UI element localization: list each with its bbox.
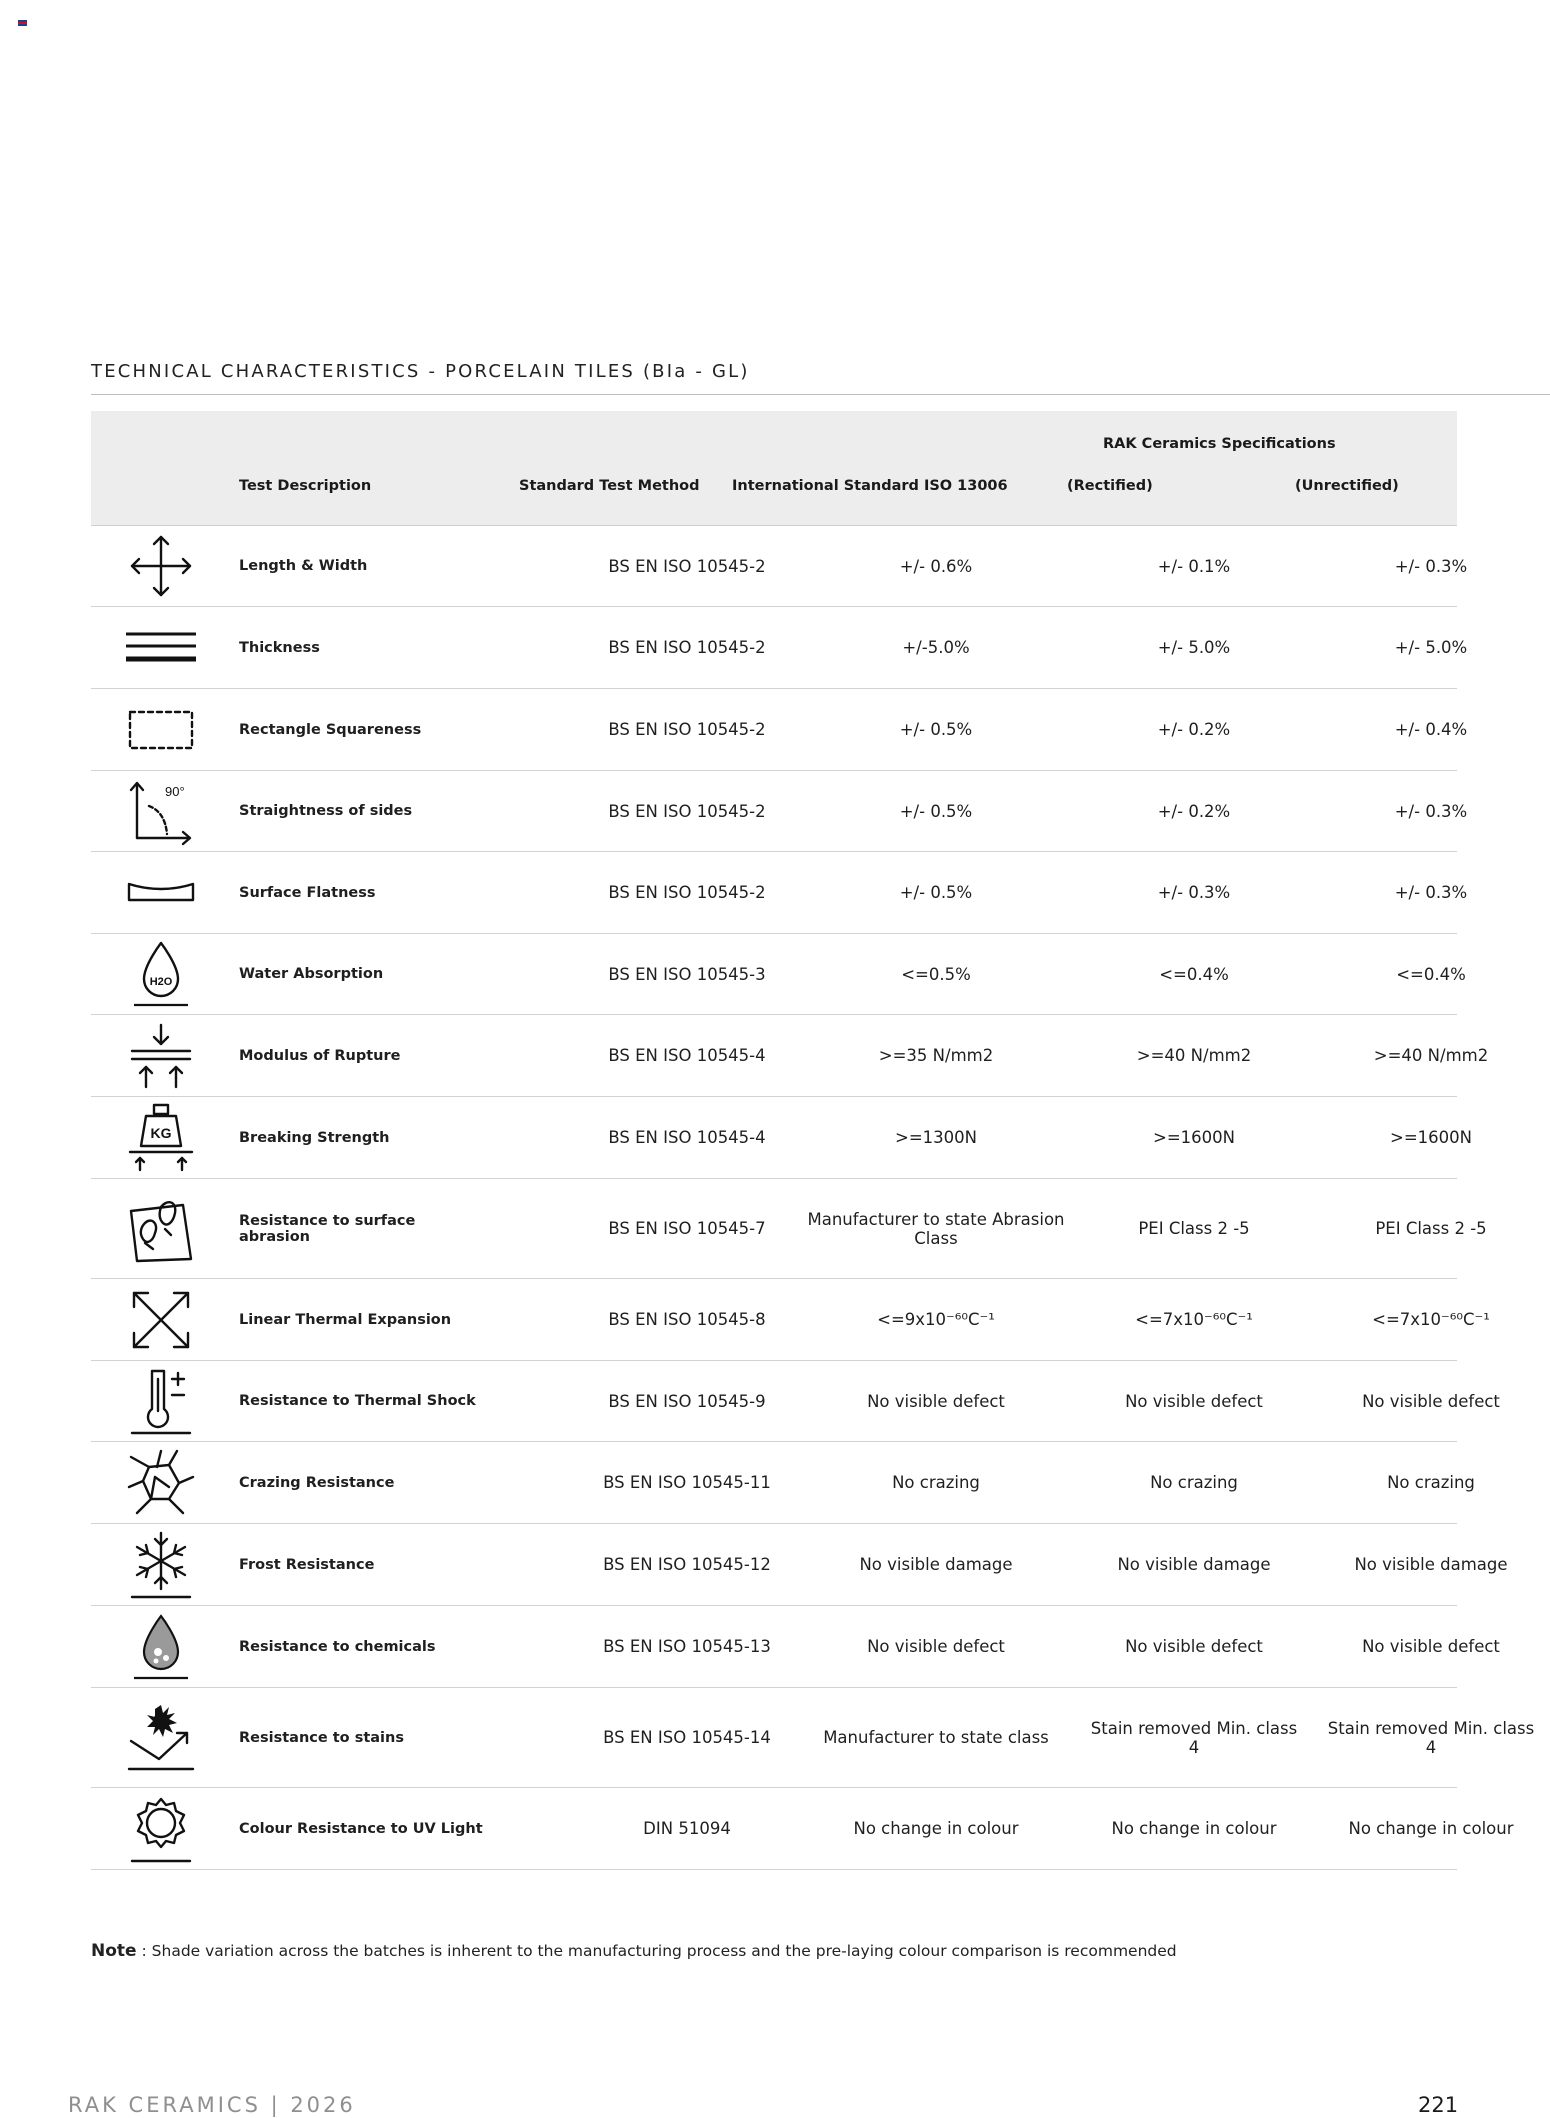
cell-test-description: Modulus of Rupture bbox=[239, 1047, 401, 1064]
table-row bbox=[91, 934, 1466, 1015]
icon-label: 90° bbox=[165, 784, 185, 799]
cell-iso-13006: <=9x10⁻⁶⁰C⁻¹ bbox=[877, 1310, 995, 1329]
cell-rectified: Stain removed Min. class 4 bbox=[1090, 1718, 1298, 1757]
cell-rectified: <=0.4% bbox=[1159, 964, 1229, 984]
cell-test-description: Straightness of sides bbox=[239, 803, 413, 819]
arrows-cross-icon bbox=[91, 526, 231, 606]
cell-rectified: +/- 0.2% bbox=[1157, 720, 1231, 739]
cell-unrectified: Stain removed Min. class 4 bbox=[1327, 1718, 1535, 1757]
cell-test-description: Resistance to Thermal Shock bbox=[239, 1393, 476, 1409]
cell-iso-13006: No visible damage bbox=[859, 1555, 1013, 1574]
expansion-arrows-icon bbox=[91, 1279, 231, 1360]
cell-iso-13006: No visible defect bbox=[867, 1391, 1005, 1411]
chemical-drop-icon bbox=[91, 1606, 231, 1687]
cell-unrectified: No visible damage bbox=[1354, 1555, 1508, 1574]
note-text: : Shade variation across the batches is inherent to the manufacturing process and the pre-laying colour comparison is recommended bbox=[136, 1942, 1177, 1960]
water-drop-icon bbox=[91, 934, 231, 1014]
header-test-description: Test Description bbox=[239, 478, 372, 494]
cell-rectified: No visible defect bbox=[1125, 1391, 1263, 1411]
dashed-rectangle-icon bbox=[91, 689, 231, 770]
cell-iso-13006: >=35 N/mm2 bbox=[878, 1046, 994, 1065]
cell-standard-test-method: BS EN ISO 10545-3 bbox=[608, 964, 766, 984]
cell-rectified: >=40 N/mm2 bbox=[1136, 1046, 1252, 1065]
cell-iso-13006: +/- 0.5% bbox=[899, 883, 973, 902]
cell-unrectified: No crazing bbox=[1387, 1473, 1475, 1492]
curved-surface-icon bbox=[91, 852, 231, 933]
table-row bbox=[91, 689, 1468, 771]
cell-rectified: No visible damage bbox=[1117, 1555, 1271, 1574]
cell-unrectified: +/- 0.3% bbox=[1394, 556, 1468, 576]
group-header-rak-specifications: RAK Ceramics Specifications bbox=[1103, 436, 1336, 452]
cell-rectified: +/- 5.0% bbox=[1157, 638, 1231, 657]
cell-iso-13006: Manufacturer to state Abrasion Class bbox=[807, 1209, 1065, 1248]
cell-standard-test-method: BS EN ISO 10545-2 bbox=[608, 638, 766, 657]
cell-standard-test-method: BS EN ISO 10545-8 bbox=[608, 1310, 766, 1329]
cell-rectified: +/- 0.1% bbox=[1157, 556, 1231, 576]
cell-standard-test-method: BS EN ISO 10545-2 bbox=[608, 556, 766, 576]
cell-standard-test-method: BS EN ISO 10545-14 bbox=[603, 1728, 771, 1747]
table-row bbox=[91, 607, 1468, 689]
cell-test-description: Water Absorption bbox=[239, 966, 384, 982]
table-row bbox=[91, 852, 1468, 934]
cell-unrectified: <=0.4% bbox=[1396, 964, 1466, 984]
title-divider bbox=[91, 394, 1550, 395]
cell-iso-13006: <=0.5% bbox=[901, 964, 971, 984]
cell-unrectified: +/- 0.3% bbox=[1394, 883, 1468, 902]
stain-icon bbox=[91, 1688, 231, 1787]
cell-standard-test-method: BS EN ISO 10545-9 bbox=[608, 1391, 766, 1411]
cell-iso-13006: No change in colour bbox=[853, 1819, 1019, 1838]
weight-kg-icon bbox=[91, 1097, 231, 1178]
header-rectified: (Rectified) bbox=[1067, 478, 1153, 494]
cell-rectified: No visible defect bbox=[1125, 1637, 1263, 1656]
table-row bbox=[91, 1606, 1500, 1688]
sun-uv-icon bbox=[91, 1788, 231, 1869]
cell-iso-13006: Manufacturer to state class bbox=[823, 1728, 1049, 1747]
cell-standard-test-method: BS EN ISO 10545-11 bbox=[603, 1473, 771, 1492]
note bbox=[91, 1941, 1177, 1961]
cell-iso-13006: +/- 0.5% bbox=[899, 801, 973, 821]
table-row bbox=[91, 1097, 1472, 1179]
cell-test-description: Breaking Strength bbox=[239, 1129, 390, 1146]
cell-unrectified: +/- 0.3% bbox=[1394, 801, 1468, 821]
crazing-icon bbox=[91, 1442, 231, 1523]
page-number: 221 bbox=[1418, 2093, 1459, 2117]
cell-test-description: Linear Thermal Expansion bbox=[239, 1311, 452, 1328]
right-angle-icon bbox=[91, 771, 231, 851]
table-body bbox=[91, 526, 1535, 1870]
cell-test-description: Crazing Resistance bbox=[239, 1474, 395, 1491]
cell-rectified: +/- 0.3% bbox=[1157, 883, 1231, 902]
header-standard-test-method: Standard Test Method bbox=[519, 478, 700, 494]
cell-standard-test-method: BS EN ISO 10545-7 bbox=[608, 1219, 766, 1238]
thermometer-icon bbox=[91, 1361, 231, 1441]
cell-test-description: Resistance to surface abrasion bbox=[239, 1212, 416, 1245]
pressure-arrows-icon bbox=[91, 1015, 231, 1096]
cell-test-description: Resistance to stains bbox=[239, 1729, 404, 1746]
cell-iso-13006: No visible defect bbox=[867, 1637, 1005, 1656]
cell-rectified: No change in colour bbox=[1111, 1819, 1277, 1838]
cell-test-description: Colour Resistance to UV Light bbox=[239, 1820, 483, 1837]
table-row bbox=[91, 771, 1468, 852]
specifications-table bbox=[91, 411, 1535, 1870]
cell-iso-13006: +/- 0.6% bbox=[899, 556, 973, 576]
table-row bbox=[91, 1279, 1490, 1361]
cell-standard-test-method: BS EN ISO 10545-13 bbox=[603, 1637, 771, 1656]
cell-standard-test-method: BS EN ISO 10545-12 bbox=[603, 1555, 771, 1574]
footprint-abrasion-icon bbox=[91, 1179, 231, 1278]
cell-unrectified: No change in colour bbox=[1348, 1819, 1514, 1838]
cell-unrectified: >=40 N/mm2 bbox=[1373, 1046, 1489, 1065]
cell-standard-test-method: BS EN ISO 10545-4 bbox=[608, 1128, 766, 1147]
cell-iso-13006: +/- 0.5% bbox=[899, 720, 973, 739]
table-row bbox=[91, 1688, 1535, 1788]
table-row bbox=[91, 1179, 1487, 1279]
cell-rectified: PEI Class 2 -5 bbox=[1138, 1219, 1250, 1238]
cell-test-description: Rectangle Squareness bbox=[239, 721, 422, 738]
cell-unrectified: +/- 5.0% bbox=[1394, 638, 1468, 657]
cell-iso-13006: +/-5.0% bbox=[902, 638, 970, 657]
cell-standard-test-method: BS EN ISO 10545-2 bbox=[608, 883, 766, 902]
cell-standard-test-method: BS EN ISO 10545-2 bbox=[608, 720, 766, 739]
cell-test-description: Frost Resistance bbox=[239, 1556, 375, 1573]
table-row bbox=[91, 1524, 1508, 1606]
cell-standard-test-method: DIN 51094 bbox=[643, 1819, 731, 1838]
cell-unrectified: +/- 0.4% bbox=[1394, 720, 1468, 739]
table-header bbox=[91, 411, 1457, 526]
icon-label: H2O bbox=[149, 976, 173, 988]
cell-standard-test-method: BS EN ISO 10545-2 bbox=[608, 801, 766, 821]
table-row bbox=[91, 1442, 1475, 1524]
cell-iso-13006: >=1300N bbox=[895, 1128, 977, 1147]
thickness-lines-icon bbox=[91, 607, 231, 688]
cell-rectified: >=1600N bbox=[1153, 1128, 1235, 1147]
cell-test-description: Length & Width bbox=[239, 558, 368, 574]
icon-label: KG bbox=[150, 1124, 172, 1141]
table-row bbox=[91, 526, 1468, 607]
cell-unrectified: No visible defect bbox=[1362, 1637, 1500, 1656]
cell-rectified: <=7x10⁻⁶⁰C⁻¹ bbox=[1135, 1310, 1253, 1329]
note-label: Note bbox=[91, 1941, 137, 1961]
cell-rectified: +/- 0.2% bbox=[1157, 801, 1231, 821]
cell-unrectified: PEI Class 2 -5 bbox=[1375, 1219, 1487, 1238]
header-unrectified: (Unrectified) bbox=[1295, 478, 1399, 494]
cell-unrectified: >=1600N bbox=[1390, 1128, 1472, 1147]
cell-test-description: Resistance to chemicals bbox=[239, 1638, 436, 1655]
table-row bbox=[91, 1015, 1489, 1097]
header-iso-13006: International Standard ISO 13006 bbox=[732, 478, 1008, 494]
table-row bbox=[91, 1788, 1514, 1870]
section-title: TECHNICAL CHARACTERISTICS - PORCELAIN TILES (BIa - GL) bbox=[91, 361, 750, 382]
cell-iso-13006: No crazing bbox=[892, 1473, 980, 1492]
snowflake-icon bbox=[91, 1524, 231, 1605]
cell-rectified: No crazing bbox=[1150, 1473, 1238, 1492]
cell-standard-test-method: BS EN ISO 10545-4 bbox=[608, 1046, 766, 1065]
footer-brand: RAK CERAMICS | 2026 bbox=[68, 2093, 356, 2117]
cell-test-description: Thickness bbox=[239, 639, 320, 656]
cell-unrectified: No visible defect bbox=[1362, 1391, 1500, 1411]
language-flag-icon bbox=[18, 20, 27, 26]
cell-unrectified: <=7x10⁻⁶⁰C⁻¹ bbox=[1372, 1310, 1490, 1329]
cell-test-description: Surface Flatness bbox=[239, 884, 376, 901]
table-row bbox=[91, 1361, 1500, 1442]
